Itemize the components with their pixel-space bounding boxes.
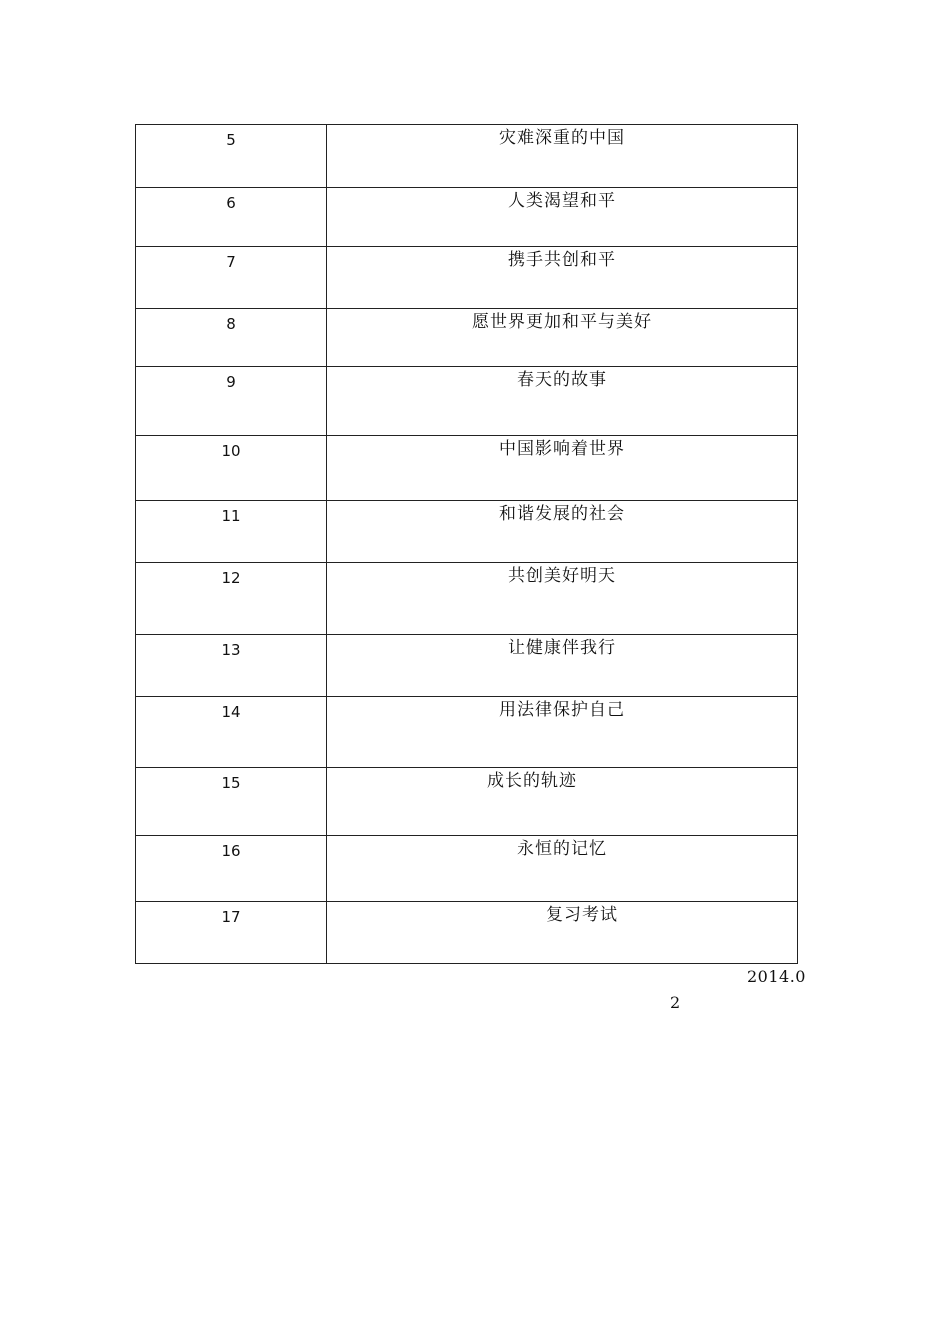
week-number: 10 [136,436,327,501]
lesson-topic: 愿世界更加和平与美好 [327,309,798,367]
table-row [136,635,798,697]
week-number: 12 [136,563,327,635]
date-text: 2014.0 [747,967,806,986]
lesson-topic: 人类渴望和平 [327,188,798,247]
lesson-topic: 和谐发展的社会 [327,501,798,563]
week-number: 14 [136,697,327,768]
week-number: 13 [136,635,327,697]
lesson-topic: 用法律保护自己 [327,697,798,768]
table-row [136,563,798,635]
table-row [136,367,798,436]
week-number: 17 [136,902,327,964]
week-number: 15 [136,768,327,836]
lesson-topic: 灾难深重的中国 [327,125,798,188]
lesson-topic: 成长的轨迹 [327,768,798,836]
table-row [136,768,798,836]
lesson-topic: 复习考试 [327,902,798,964]
lesson-topic: 春天的故事 [327,367,798,436]
table-row [136,247,798,309]
week-number: 16 [136,836,327,902]
table-row [136,697,798,768]
lesson-topic: 让健康伴我行 [327,635,798,697]
table-row [136,501,798,563]
week-number: 6 [136,188,327,247]
week-number: 7 [136,247,327,309]
table-row [136,436,798,501]
lesson-topic: 携手共创和平 [327,247,798,309]
week-number: 5 [136,125,327,188]
lesson-topic: 永恒的记忆 [327,836,798,902]
week-number: 8 [136,309,327,367]
schedule-table [135,124,798,964]
lesson-topic: 中国影响着世界 [327,436,798,501]
week-number: 11 [136,501,327,563]
table-row [136,902,798,964]
table-row [136,125,798,188]
table-row [136,188,798,247]
date-text-continued: 2 [670,993,681,1012]
table-row [136,309,798,367]
week-number: 9 [136,367,327,436]
lesson-topic: 共创美好明天 [327,563,798,635]
table-row [136,836,798,902]
